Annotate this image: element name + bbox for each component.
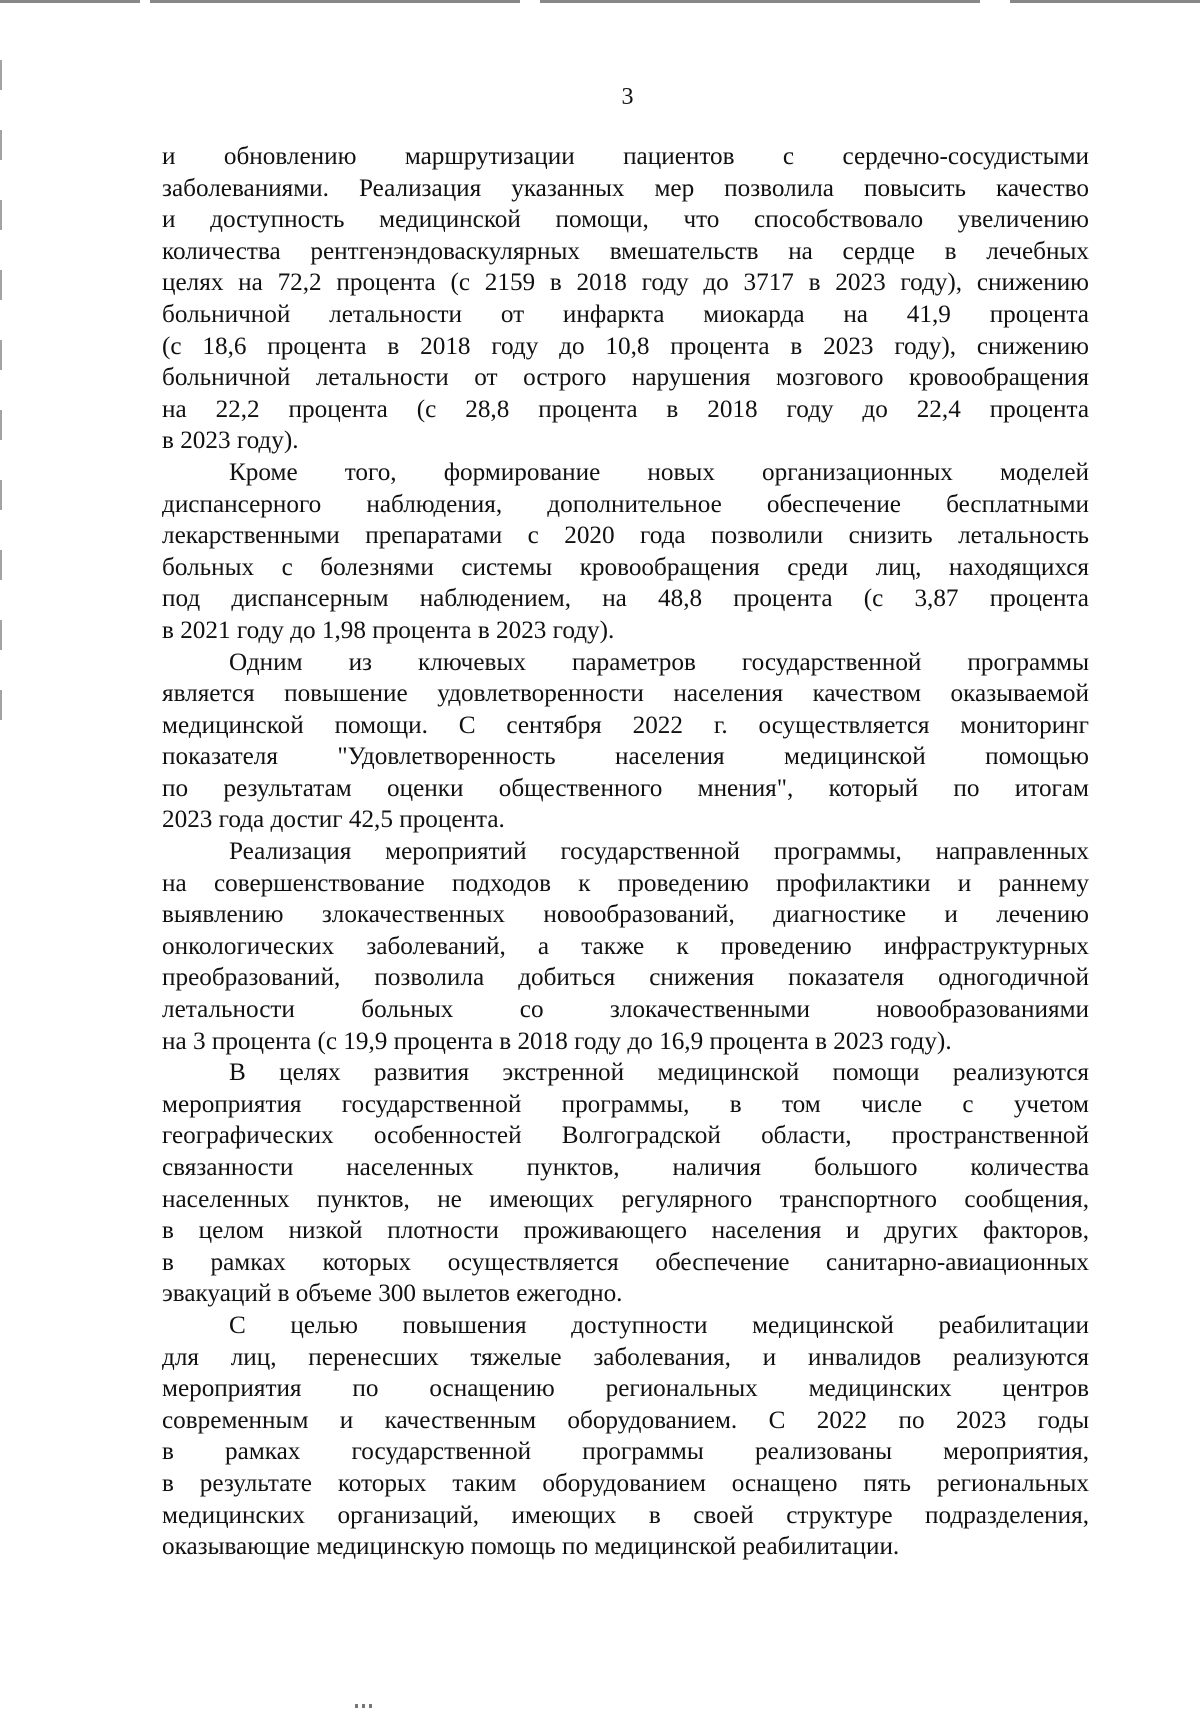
- paragraph-3: [162, 647, 1089, 837]
- text-line: Реализация мероприятий государственной программы, направленных: [229, 838, 1089, 866]
- text-line: показателя "Удовлетворенность населения медицинской помощью: [162, 743, 1089, 771]
- text-line: С целью повышения доступности медицинской реабилитации: [229, 1311, 1089, 1339]
- text-line: выявлению злокачественных новообразований, диагностике и лечению: [162, 901, 1089, 929]
- text-line: целях на 72,2 процента (с 2159 в 2018 году до 3717 в 2023 году), снижению: [162, 269, 1089, 297]
- paragraph-1: [162, 141, 1089, 457]
- document-body: [162, 141, 1089, 1563]
- paragraph-5: [162, 1057, 1089, 1310]
- scan-left-edge-marks: [0, 60, 2, 720]
- paragraph-2: [162, 457, 1089, 647]
- text-line: в 2023 году).: [162, 427, 299, 455]
- text-line: является повышение удовлетворенности населения качеством оказываемой: [162, 680, 1089, 708]
- paragraph-4: [162, 836, 1089, 1057]
- text-line: для лиц, перенесших тяжелые заболевания, и инвалидов реализуются: [162, 1343, 1089, 1371]
- text-line: эвакуаций в объеме 300 вылетов ежегодно.: [162, 1280, 623, 1308]
- text-line: географических особенностей Волгоградской области, пространственной: [162, 1122, 1089, 1150]
- text-line: 2023 года достиг 42,5 процента.: [162, 806, 505, 834]
- text-line: лекарственными препаратами с 2020 года позволили снизить летальность: [162, 522, 1089, 550]
- text-line: на совершенствование подходов к проведению профилактики и раннему: [162, 869, 1089, 897]
- text-line: (с 18,6 процента в 2018 году до 10,8 процента в 2023 году), снижению: [162, 332, 1089, 360]
- text-line: связанности населенных пунктов, наличия большого количества: [162, 1154, 1089, 1181]
- text-line: Кроме того, формирование новых организационных моделей: [229, 458, 1089, 486]
- scan-bottom-mark: [355, 1704, 375, 1708]
- text-line: на 3 процента (с 19,9 процента в 2018 году до 16,9 процента в 2023 году).: [162, 1027, 952, 1055]
- text-line: летальности больных со злокачественными новообразованиями: [162, 996, 1089, 1024]
- page-number: 3: [621, 84, 634, 110]
- text-line: и обновлению маршрутизации пациентов с сердечно-сосудистыми: [162, 143, 1089, 170]
- text-line: в 2021 году до 1,98 процента в 2023 году).: [162, 616, 615, 644]
- scan-top-edge: [0, 0, 1200, 3]
- text-line: диспансерного наблюдения, дополнительное обеспечение бесплатными: [162, 490, 1089, 518]
- text-line: мероприятия по оснащению региональных медицинских центров: [162, 1375, 1089, 1403]
- text-line: мероприятия государственной программы, в том числе с учетом: [162, 1090, 1089, 1118]
- text-line: в результате которых таким оборудованием оснащено пять региональных: [162, 1469, 1089, 1497]
- text-line: в рамках которых осуществляется обеспечение санитарно-авиационных: [162, 1248, 1089, 1276]
- text-line: населенных пунктов, не имеющих регулярного транспортного сообщения,: [162, 1185, 1089, 1213]
- text-line: больничной летальности от инфаркта миокарда на 41,9 процента: [162, 300, 1089, 328]
- text-line: заболеваниями. Реализация указанных мер позволила повысить качество: [162, 174, 1089, 202]
- text-line: медицинских организаций, имеющих в своей структуре подразделения,: [162, 1501, 1089, 1529]
- text-line: по результатам оценки общественного мнения", который по итогам: [162, 774, 1089, 802]
- text-line: и доступность медицинской помощи, что способствовало увеличению: [162, 206, 1089, 234]
- text-line: на 22,2 процента (с 28,8 процента в 2018 году до 22,4 процента: [162, 395, 1089, 423]
- text-line: в целом низкой плотности проживающего населения и других факторов,: [162, 1217, 1089, 1245]
- text-line: медицинской помощи. С сентября 2022 г. осуществляется мониторинг: [162, 711, 1089, 739]
- text-line: в рамках государственной программы реализованы мероприятия,: [162, 1438, 1089, 1466]
- text-line: под диспансерным наблюдением, на 48,8 процента (с 3,87 процента: [162, 585, 1089, 613]
- text-line: количества рентгенэндоваскулярных вмешательств на сердце в лечебных: [162, 237, 1089, 265]
- text-line: онкологических заболеваний, а также к проведению инфраструктурных: [162, 932, 1089, 960]
- text-line: больных с болезнями системы кровообращения среди лиц, находящихся: [162, 553, 1089, 581]
- text-line: современным и качественным оборудованием. С 2022 по 2023 годы: [162, 1406, 1089, 1434]
- text-line: Одним из ключевых параметров государственной программы: [229, 648, 1089, 676]
- text-line: В целях развития экстренной медицинской помощи реализуются: [229, 1059, 1089, 1087]
- text-line: преобразований, позволила добиться снижения показателя одногодичной: [162, 964, 1089, 992]
- text-line: оказывающие медицинскую помощь по медицинской реабилитации.: [162, 1533, 900, 1561]
- paragraph-6: [162, 1310, 1089, 1563]
- text-line: больничной летальности от острого нарушения мозгового кровообращения: [162, 364, 1089, 392]
